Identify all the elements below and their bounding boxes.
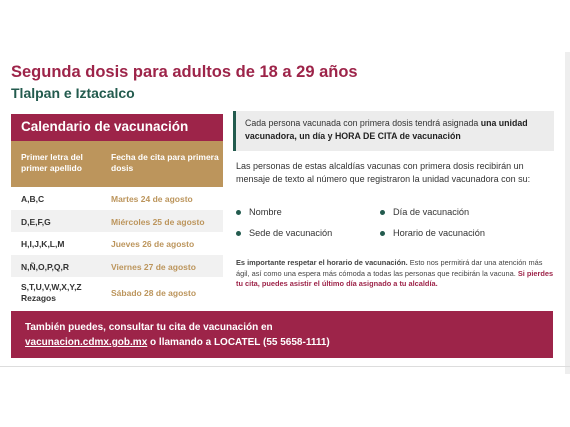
page-title: Segunda dosis para adultos de 18 a 29 años <box>11 63 358 81</box>
bullet-item <box>236 228 332 238</box>
info-callout <box>233 111 554 151</box>
calendar-header <box>11 114 223 141</box>
bullet-label: Sede de vacunación <box>249 228 333 238</box>
page-subtitle: Tlalpan e Iztacalco <box>11 85 135 101</box>
notice-bold: Es importante respetar el horario de vacunación. <box>236 258 408 267</box>
row-letters: N,Ñ,O,P,Q,R <box>21 261 70 272</box>
table-row <box>11 277 223 309</box>
important-notice <box>236 258 554 290</box>
info-text-plain: Cada persona vacunada con primera dosis tendrá asignada <box>245 118 481 128</box>
calendar-table <box>11 187 223 309</box>
bullet-item <box>380 207 469 217</box>
calendar-column-headers <box>11 141 223 187</box>
row-date: Viernes 27 de agosto <box>111 261 196 272</box>
info-text <box>245 117 548 143</box>
notice-text: Esto nos permitirá dar una atención más ágil, así como una espera más cómoda a todas las personas que recibirán la vacuna. <box>236 258 543 278</box>
row-letters: H,I,J,K,L,M <box>21 239 65 249</box>
row-date: Miércoles 25 de agosto <box>111 216 205 227</box>
column-header-date: Fecha de cita para primera dosis <box>111 152 219 173</box>
page-edge <box>565 52 570 374</box>
table-row <box>11 210 223 233</box>
footer-banner <box>11 311 553 358</box>
table-row <box>11 232 223 255</box>
bullet-label: Día de vacunación <box>393 207 470 217</box>
bullet-dot-icon <box>380 231 385 236</box>
row-date: Jueves 26 de agosto <box>111 239 195 249</box>
footer-line-2 <box>25 337 330 348</box>
bullet-dot-icon <box>380 210 385 215</box>
bullet-dot-icon <box>236 210 241 215</box>
footer-line-1: También puedes, consultar tu cita de vacunación en <box>25 322 273 333</box>
row-letters: S,T,U,V,W,X,Y,Z Rezagos <box>21 282 82 303</box>
table-row <box>11 187 223 210</box>
sms-message-text: Las personas de estas alcaldías vacunas con primera dosis recibirán un mensaje de texto al número que registraron la unidad vacunadora con su: <box>236 161 531 184</box>
calendar-title: Calendario de vacunación <box>21 119 189 134</box>
row-date: Sábado 28 de agosto <box>111 288 197 298</box>
bullet-dot-icon <box>236 231 241 236</box>
bullet-item <box>236 207 282 217</box>
column-header-letters: Primer letra del primer apellido <box>21 152 83 173</box>
table-row <box>11 255 223 278</box>
info-text-bold: una unidad vacunadora, un día y HORA DE CITA de vacunación <box>245 118 528 141</box>
bullet-label: Nombre <box>249 207 282 217</box>
row-date: Martes 24 de agosto <box>111 194 193 204</box>
notice-highlight: Si pierdes tu cita, puedes asistir el último día asignado a tu alcaldía. <box>236 268 554 288</box>
bullet-label: Horario de vacunación <box>393 228 485 238</box>
footer-link[interactable]: vacunacion.cdmx.gob.mx <box>25 337 148 348</box>
row-letters: A,B,C <box>21 194 45 204</box>
bullet-item <box>380 228 485 238</box>
footer-phone-text: o llamando a LOCATEL (55 5658-1111) <box>147 337 330 348</box>
divider <box>0 366 570 367</box>
row-letters: D,E,F,G <box>21 216 51 227</box>
